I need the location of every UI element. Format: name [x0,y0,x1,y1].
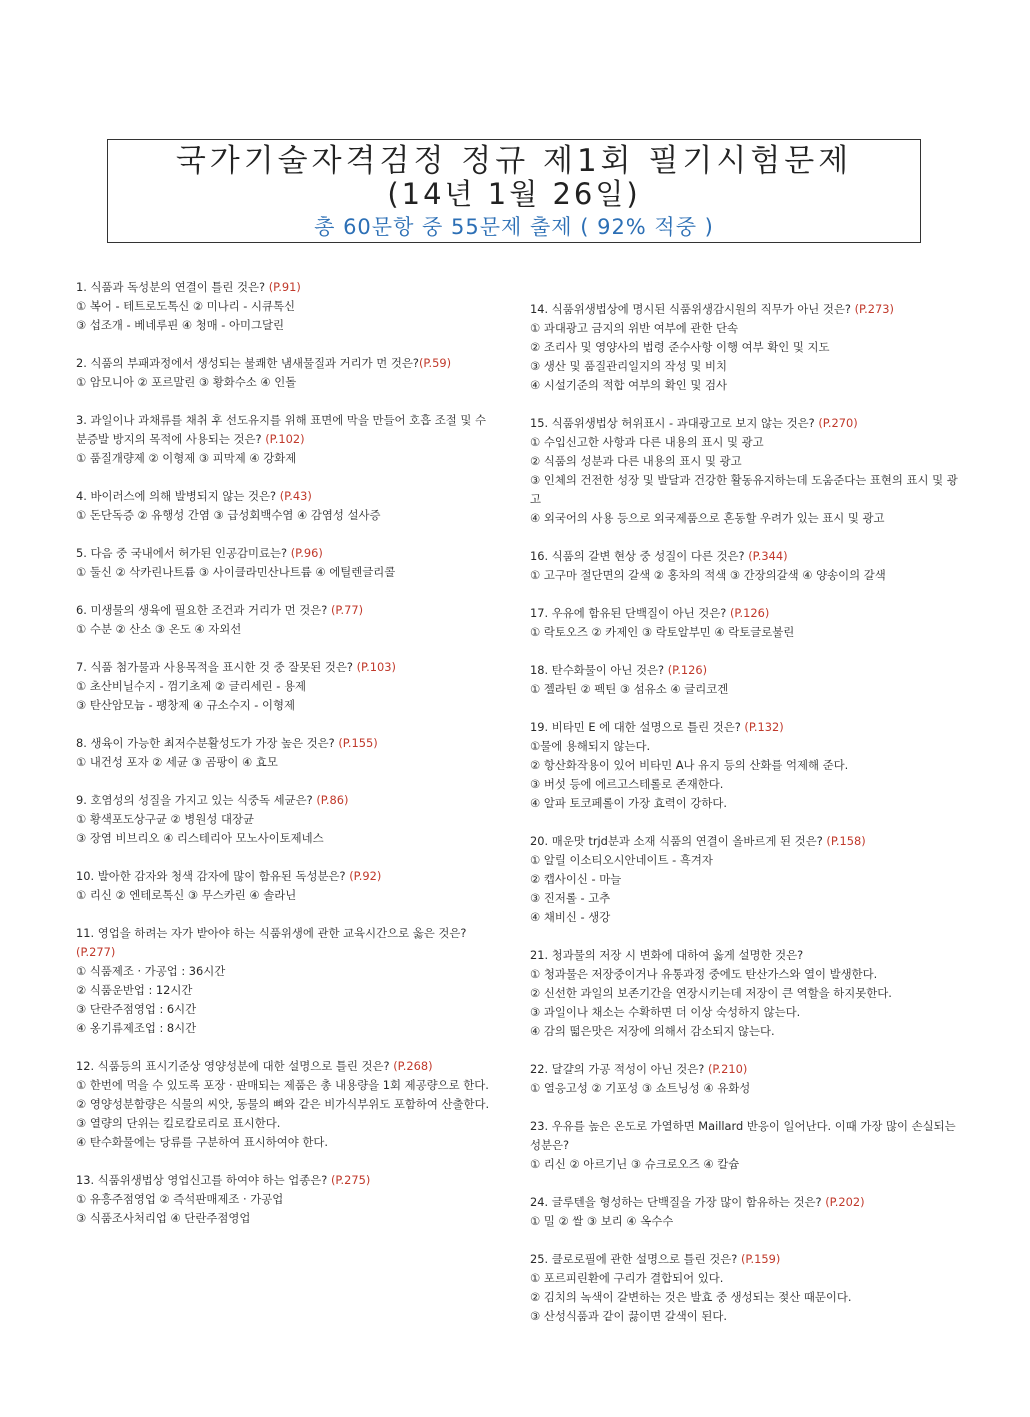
question-stem [530,1060,960,1079]
answer-option: ② 조리사 및 영양사의 법령 준수사항 이행 여부 확인 및 지도 [530,340,830,354]
answer-option: ① 청과물은 저장중이거나 유통과정 중에도 탄산가스와 열이 발생한다. [530,967,878,981]
answer-option: ① 품질개량제 ② 이형제 ③ 피막제 ④ 강화제 [76,451,297,465]
exam-date: (14년 1월 26일) [387,177,641,211]
question-gap [530,395,960,414]
question-text: 11. 영업을 하려는 자가 받아야 하는 식품위생에 관한 교육시간으로 옳은 것은? [76,926,467,940]
question-stem [530,414,960,433]
question-text: 6. 미생물의 생육에 필요한 조건과 거리가 먼 것은? [76,603,331,617]
answer-option: ③ 진저롤 - 고추 [530,891,611,905]
question-text: 7. 식품 첨가물과 사용목적을 표시한 것 중 잘못된 것은? [76,660,357,674]
answer-option: ③ 열량의 단위는 킬로칼로리로 표시한다. [76,1116,281,1130]
answer-option: ② 김치의 녹색이 갈변하는 것은 발효 중 생성되는 젖산 때문이다. [530,1290,852,1304]
question-stem [530,300,960,319]
answer-option: ① 리신 ② 엔테로톡신 ③ 무스카린 ④ 솔라닌 [76,888,297,902]
page-reference: (P.158) [826,834,866,848]
page-reference: (P.132) [744,720,784,734]
question-stem [530,547,960,566]
question-gap [76,639,496,658]
page-reference: (P.202) [825,1195,865,1209]
question-text: 23. 우유를 높은 온도로 가열하면 Maillard 반응이 일어난다. 이때 가장 많이 손실되는 성분은? [530,1119,956,1152]
question-gap [530,813,960,832]
page-reference: (P.273) [854,302,894,316]
answer-option: ① 열응고성 ② 기포성 ③ 쇼트닝성 ④ 유화성 [530,1081,751,1095]
question-item [530,1250,960,1326]
question-item [530,946,960,1041]
question-text: 15. 식품위생법상 허위표시 - 과대광고로 보지 않는 것은? [530,416,819,430]
question-gap [76,1038,496,1057]
page-reference: (P.277) [76,945,116,959]
answer-option: ① 수분 ② 산소 ③ 온도 ④ 자외선 [76,622,242,636]
question-gap [530,1041,960,1060]
question-text: 13. 식품위생법상 영업신고를 하여야 하는 업종은? [76,1173,331,1187]
answer-option: ① 복어 - 테트로도톡신 ② 미나리 - 시큐톡신 [76,299,296,313]
question-text: 8. 생육이 가능한 최저수분활성도가 가장 높은 것은? [76,736,339,750]
question-item [530,1193,960,1231]
question-text: 10. 발아한 감자와 청색 감자에 많이 함유된 독성분은? [76,869,350,883]
question-text: 17. 우유에 함유된 단백질이 아닌 것은? [530,606,730,620]
question-item [530,300,960,395]
question-stem [530,832,960,851]
question-text: 25. 클로로필에 관한 설명으로 틀린 것은? [530,1252,741,1266]
question-gap [76,905,496,924]
question-gap [530,642,960,661]
question-gap [530,1174,960,1193]
question-stem [530,661,960,680]
question-item [76,734,496,772]
question-stem [76,278,496,297]
answer-option: ④ 탄수화물에는 당류를 구분하여 표시하여야 한다. [76,1135,329,1149]
answer-option: ① 황색포도상구균 ② 병원성 대장균 [76,812,254,826]
question-item [76,658,496,715]
exam-title-box [107,139,921,243]
question-gap [76,715,496,734]
question-item [530,832,960,927]
question-item [530,547,960,585]
answer-option: ③ 단란주점영업 : 6시간 [76,1002,197,1016]
question-gap [76,1228,496,1247]
page-reference: (P.268) [393,1059,433,1073]
question-text: 5. 다음 중 국내에서 허가된 인공감미료는? [76,546,291,560]
question-text: 14. 식품위생법상에 명시된 식품위생감시원의 직무가 아닌 것은? [530,302,855,316]
answer-option: ①물에 용해되지 않는다. [530,739,651,753]
question-stem [76,924,496,962]
page-reference: (P.159) [740,1252,781,1266]
page-reference: (P.86) [316,793,349,807]
page-reference: (P.344) [748,549,788,563]
question-stem [76,487,496,506]
answer-option: ① 초산비닐수지 - 껌기초제 ② 글리세린 - 용제 [76,679,307,693]
answer-option: ④ 옹기류제조업 : 8시간 [76,1021,197,1035]
answer-option: ① 돈단독증 ② 유행성 간염 ③ 급성회백수염 ④ 감염성 설사증 [76,508,381,522]
page-reference: (P.126) [729,606,770,620]
question-item [76,1171,496,1228]
answer-option: ① 한번에 먹을 수 있도록 포장 · 판매되는 제품은 총 내용량을 1회 제공량으로 한다. [76,1078,489,1092]
question-stem [530,1117,960,1155]
answer-option: ① 고구마 절단면의 갈색 ② 홍차의 적색 ③ 간장의갈색 ④ 양송이의 갈색 [530,568,886,582]
page-reference: (P.91) [268,280,301,294]
question-item [530,718,960,813]
question-gap [76,772,496,791]
question-gap [530,1098,960,1117]
question-text: 22. 달걀의 가공 적성이 아닌 것은? [530,1062,708,1076]
question-gap [530,1231,960,1250]
answer-option: ④ 외국어의 사용 등으로 외국제품으로 혼동할 우려가 있는 표시 및 광고 [530,511,885,525]
answer-option: ② 항산화작용이 있어 비타민 A나 유지 등의 산화를 억제해 준다. [530,758,849,772]
question-gap [76,468,496,487]
answer-option: ① 둘신 ② 삭카린나트륨 ③ 사이클라민산나트륨 ④ 에틸렌글리콜 [76,565,396,579]
right-column [530,300,960,1345]
answer-option: ③ 과일이나 채소는 수확하면 더 이상 숙성하지 않는다. [530,1005,801,1019]
page-reference: (P.155) [338,736,378,750]
question-text: 20. 매운맛 trjd분과 소재 식품의 연결이 올바르게 된 것은? [530,834,827,848]
answer-option: ① 식품제조 · 가공업 : 36시간 [76,964,226,978]
question-gap [76,1152,496,1171]
question-item [76,791,496,848]
question-stem [76,791,496,810]
exam-title: 국가기술자격검정 정규 제1회 필기시험문제 [175,143,853,179]
question-text: 16. 식품의 갈변 현상 중 성질이 다른 것은? [530,549,749,563]
answer-option: ② 캡사이신 - 마늘 [530,872,622,886]
answer-option: ① 리신 ② 아르기닌 ③ 슈크로오즈 ④ 칼슘 [530,1157,740,1171]
answer-option: ③ 버섯 등에 에르고스테롤로 존재한다. [530,777,724,791]
answer-option: ① 포르피린환에 구리가 결합되어 있다. [530,1271,724,1285]
question-item [530,604,960,642]
question-gap [530,528,960,547]
question-stem [76,601,496,620]
answer-option: ① 락토오즈 ② 카제인 ③ 락토알부민 ④ 락토글로불린 [530,625,795,639]
answer-option: ④ 시설기준의 적합 여부의 확인 및 검사 [530,378,727,392]
question-item [76,354,496,392]
question-item [76,1057,496,1152]
answer-option: ① 과대광고 금지의 위반 여부에 관한 단속 [530,321,738,335]
page-reference: (P.102) [265,432,305,446]
question-gap [76,525,496,544]
question-item [76,867,496,905]
question-stem [530,1193,960,1212]
question-stem [76,411,496,449]
page-reference: (P.126) [667,663,708,677]
question-stem [76,544,496,563]
answer-option: ② 신선한 과일의 보존기간을 연장시키는데 저장이 큰 역할을 하지못한다. [530,986,892,1000]
answer-option: ③ 장염 비브리오 ④ 리스테리아 모노사이토제네스 [76,831,324,845]
question-item [530,661,960,699]
question-stem [76,1171,496,1190]
question-item [76,487,496,525]
question-text: 9. 호염성의 성질을 가지고 있는 식중독 세균은? [76,793,317,807]
answer-option: ③ 탄산암모늄 - 팽창제 ④ 규소수지 - 이형제 [76,698,296,712]
answer-option: ① 젤라틴 ② 펙틴 ③ 섬유소 ④ 글리코겐 [530,682,729,696]
question-gap [530,585,960,604]
question-stem [76,354,496,373]
question-item [76,278,496,335]
question-text: 21. 청과물의 저장 시 변화에 대하여 옳게 설명한 것은? [530,948,804,962]
question-item [76,601,496,639]
question-item [76,411,496,468]
answer-option: ④ 알파 토코페롤이 가장 효력이 강하다. [530,796,727,810]
answer-option: ① 밀 ② 쌀 ③ 보리 ④ 옥수수 [530,1214,674,1228]
question-text: 12. 식품등의 표시기준상 영양성분에 대한 설명으로 틀린 것은? [76,1059,394,1073]
question-text: 19. 비타민 E 에 대한 설명으로 틀린 것은? [530,720,745,734]
answer-option: ③ 식품조사처리업 ④ 단란주점영업 [76,1211,251,1225]
answer-option: ① 유흥주점영업 ② 즉석판매제조 · 가공업 [76,1192,284,1206]
question-stem [530,1250,960,1269]
question-gap [530,1326,960,1345]
question-stem [76,734,496,753]
question-text: 18. 탄수화물이 아닌 것은? [530,663,668,677]
answer-option: ① 알릴 이소티오시안네이트 - 흑겨자 [530,853,713,867]
question-gap [530,927,960,946]
answer-option: ② 식품의 성분과 다른 내용의 표시 및 광고 [530,454,742,468]
answer-option: ① 암모니아 ② 포르말린 ③ 황화수소 ④ 인돌 [76,375,297,389]
left-column [76,278,496,1247]
question-text: 2. 식품의 부패과정에서 생성되는 불쾌한 냄새물질과 거리가 먼 것은? [76,356,419,370]
answer-option: ① 수입신고한 사항과 다른 내용의 표시 및 광고 [530,435,764,449]
question-stem [530,946,960,965]
answer-option: ① 내건성 포자 ② 세균 ③ 곰팡이 ④ 효모 [76,755,278,769]
question-text: 1. 식품과 독성분의 연결이 틀린 것은? [76,280,269,294]
answer-option: ② 영양성분함량은 식물의 씨앗, 동물의 뼈와 같은 비가식부위도 포함하여 산출한다. [76,1097,490,1111]
question-stem [530,718,960,737]
question-item [76,544,496,582]
answer-option: ③ 생산 및 품질관리일지의 작성 및 비치 [530,359,727,373]
answer-option: ② 식품운반업 : 12시간 [76,983,193,997]
question-stem [76,1057,496,1076]
answer-option: ③ 섭조개 - 베네루핀 ④ 청매 - 아미그달린 [76,318,285,332]
exam-hit-rate: 총 60문항 중 55문제 출제 ( 92% 적중 ) [314,215,714,239]
question-item [530,1060,960,1098]
question-gap [76,335,496,354]
question-item [76,924,496,1038]
page-reference: (P.96) [290,546,323,560]
page-reference: (P.77) [330,603,364,617]
question-item [530,414,960,528]
page-reference: (P.43) [279,489,312,503]
question-gap [76,582,496,601]
question-stem [530,604,960,623]
answer-option: ④ 감의 떫은맛은 저장에 의해서 감소되지 않는다. [530,1024,775,1038]
page-reference: (P.92) [349,869,382,883]
question-text: 24. 글루텐을 형성하는 단백질을 가장 많이 함유하는 것은? [530,1195,826,1209]
page-reference: (P.59) [418,356,452,370]
question-gap [530,699,960,718]
page-reference: (P.270) [818,416,858,430]
page-reference: (P.210) [707,1062,748,1076]
question-stem [76,867,496,886]
question-item [530,1117,960,1174]
question-text: 4. 바이러스에 의해 발병되지 않는 것은? [76,489,280,503]
page-reference: (P.103) [356,660,396,674]
answer-option: ④ 채비신 - 생강 [530,910,611,924]
page-reference: (P.275) [330,1173,371,1187]
question-text: 3. 과일이나 과채류를 채취 후 선도유지를 위해 표면에 막을 만들어 호흡 조절 및 수분증발 방지의 목적에 사용되는 것은? [76,413,487,446]
question-gap [76,848,496,867]
answer-option: ③ 인체의 건전한 성장 및 발달과 건강한 활동유지하는데 도움준다는 표현의 표시 및 광고 [530,473,958,506]
question-stem [76,658,496,677]
question-gap [76,392,496,411]
answer-option: ③ 산성식품과 같이 끓이면 갈색이 된다. [530,1309,727,1323]
